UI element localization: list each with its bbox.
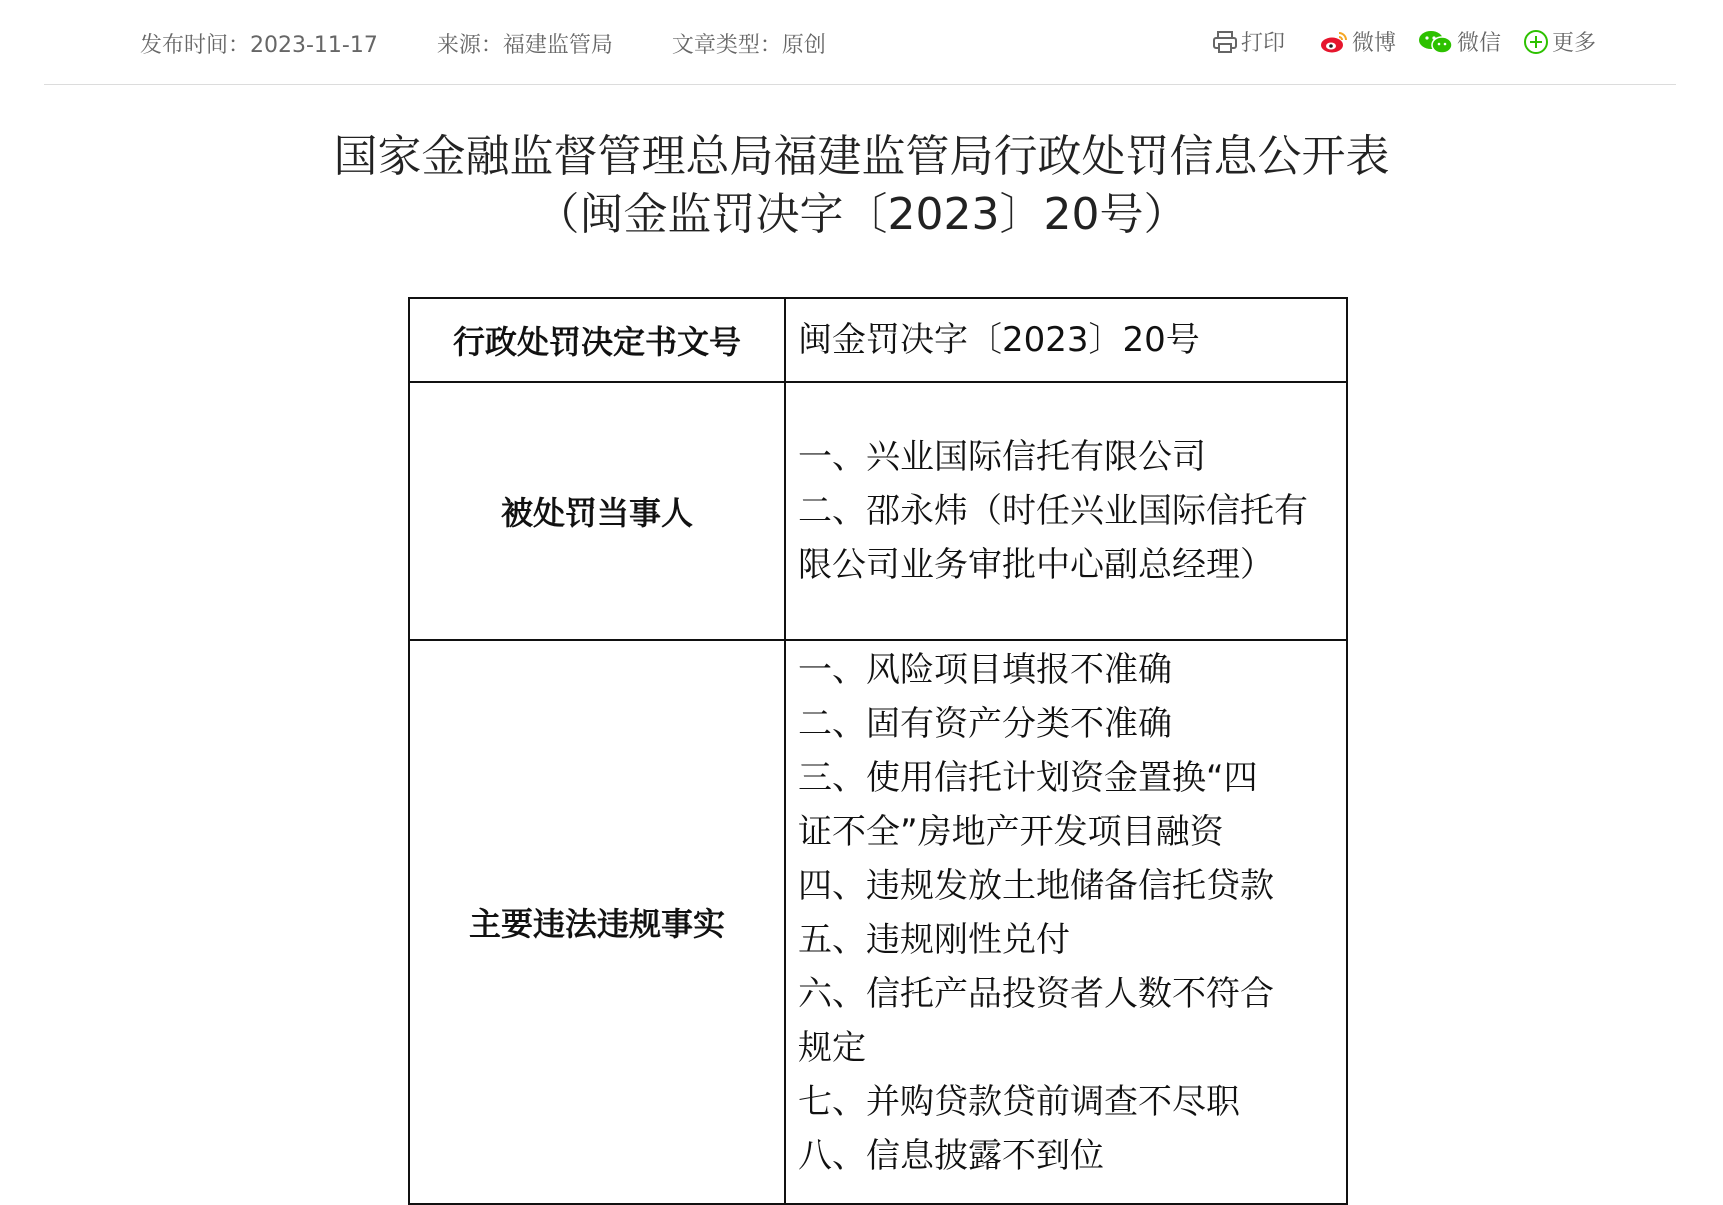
value-line: 规定 [798,1028,866,1068]
printer-icon [1212,30,1238,54]
row-label: 行政处罚决定书文号 [409,298,785,382]
share-toolbar [1212,26,1596,57]
value-line: 五、违规刚性兑付 [798,920,1070,960]
weibo-label: 微博 [1351,31,1396,56]
table-row [409,640,1347,1204]
value-line: 闽金罚决字〔2023〕20号 [798,320,1200,360]
article-meta-bar [44,0,1676,85]
page-title [0,128,1723,244]
row-label: 主要违法违规事实 [409,640,785,1204]
row-value [785,640,1347,1204]
value-line: 二、固有资产分类不准确 [798,704,1172,744]
title-line-1: 国家金融监督管理总局福建监管局行政处罚信息公开表 [333,131,1390,182]
table-row [409,298,1347,382]
value-line: 七、并购贷款贷前调查不尽职 [798,1082,1240,1122]
wechat-icon [1418,29,1454,55]
article-meta [140,28,878,59]
more-label: 更多 [1551,31,1596,56]
row-label: 被处罚当事人 [409,382,785,640]
value-line: 六、信托产品投资者人数不符合 [798,974,1274,1014]
print-label: 打印 [1240,31,1285,56]
penalty-info-table [408,297,1348,1205]
article-source: 来源：福建监管局 [436,33,613,58]
row-value [785,298,1347,382]
weibo-icon [1319,30,1349,54]
value-line: 八、信息披露不到位 [798,1136,1104,1176]
weibo-share-button[interactable] [1319,26,1396,57]
value-line: 一、风险项目填报不准确 [798,650,1172,690]
print-button[interactable] [1212,26,1285,57]
value-line: 一、兴业国际信托有限公司 [798,437,1206,477]
row-value [785,382,1347,640]
value-line: 限公司业务审批中心副总经理） [798,545,1274,585]
value-line: 证不全”房地产开发项目融资 [798,812,1224,852]
plus-circle-icon [1523,29,1549,55]
publish-time: 发布时间：2023-11-17 [140,33,378,58]
table-row [409,382,1347,640]
value-line: 四、违规发放土地储备信托贷款 [798,866,1274,906]
wechat-label: 微信 [1456,31,1501,56]
value-line: 三、使用信托计划资金置换“四 [798,758,1258,798]
title-line-2: （闽金监罚决字〔2023〕20号） [535,189,1188,240]
wechat-share-button[interactable] [1418,26,1501,57]
article-type: 文章类型：原创 [671,33,826,58]
value-line: 二、邵永炜（时任兴业国际信托有 [798,491,1308,531]
more-share-button[interactable] [1523,26,1596,57]
